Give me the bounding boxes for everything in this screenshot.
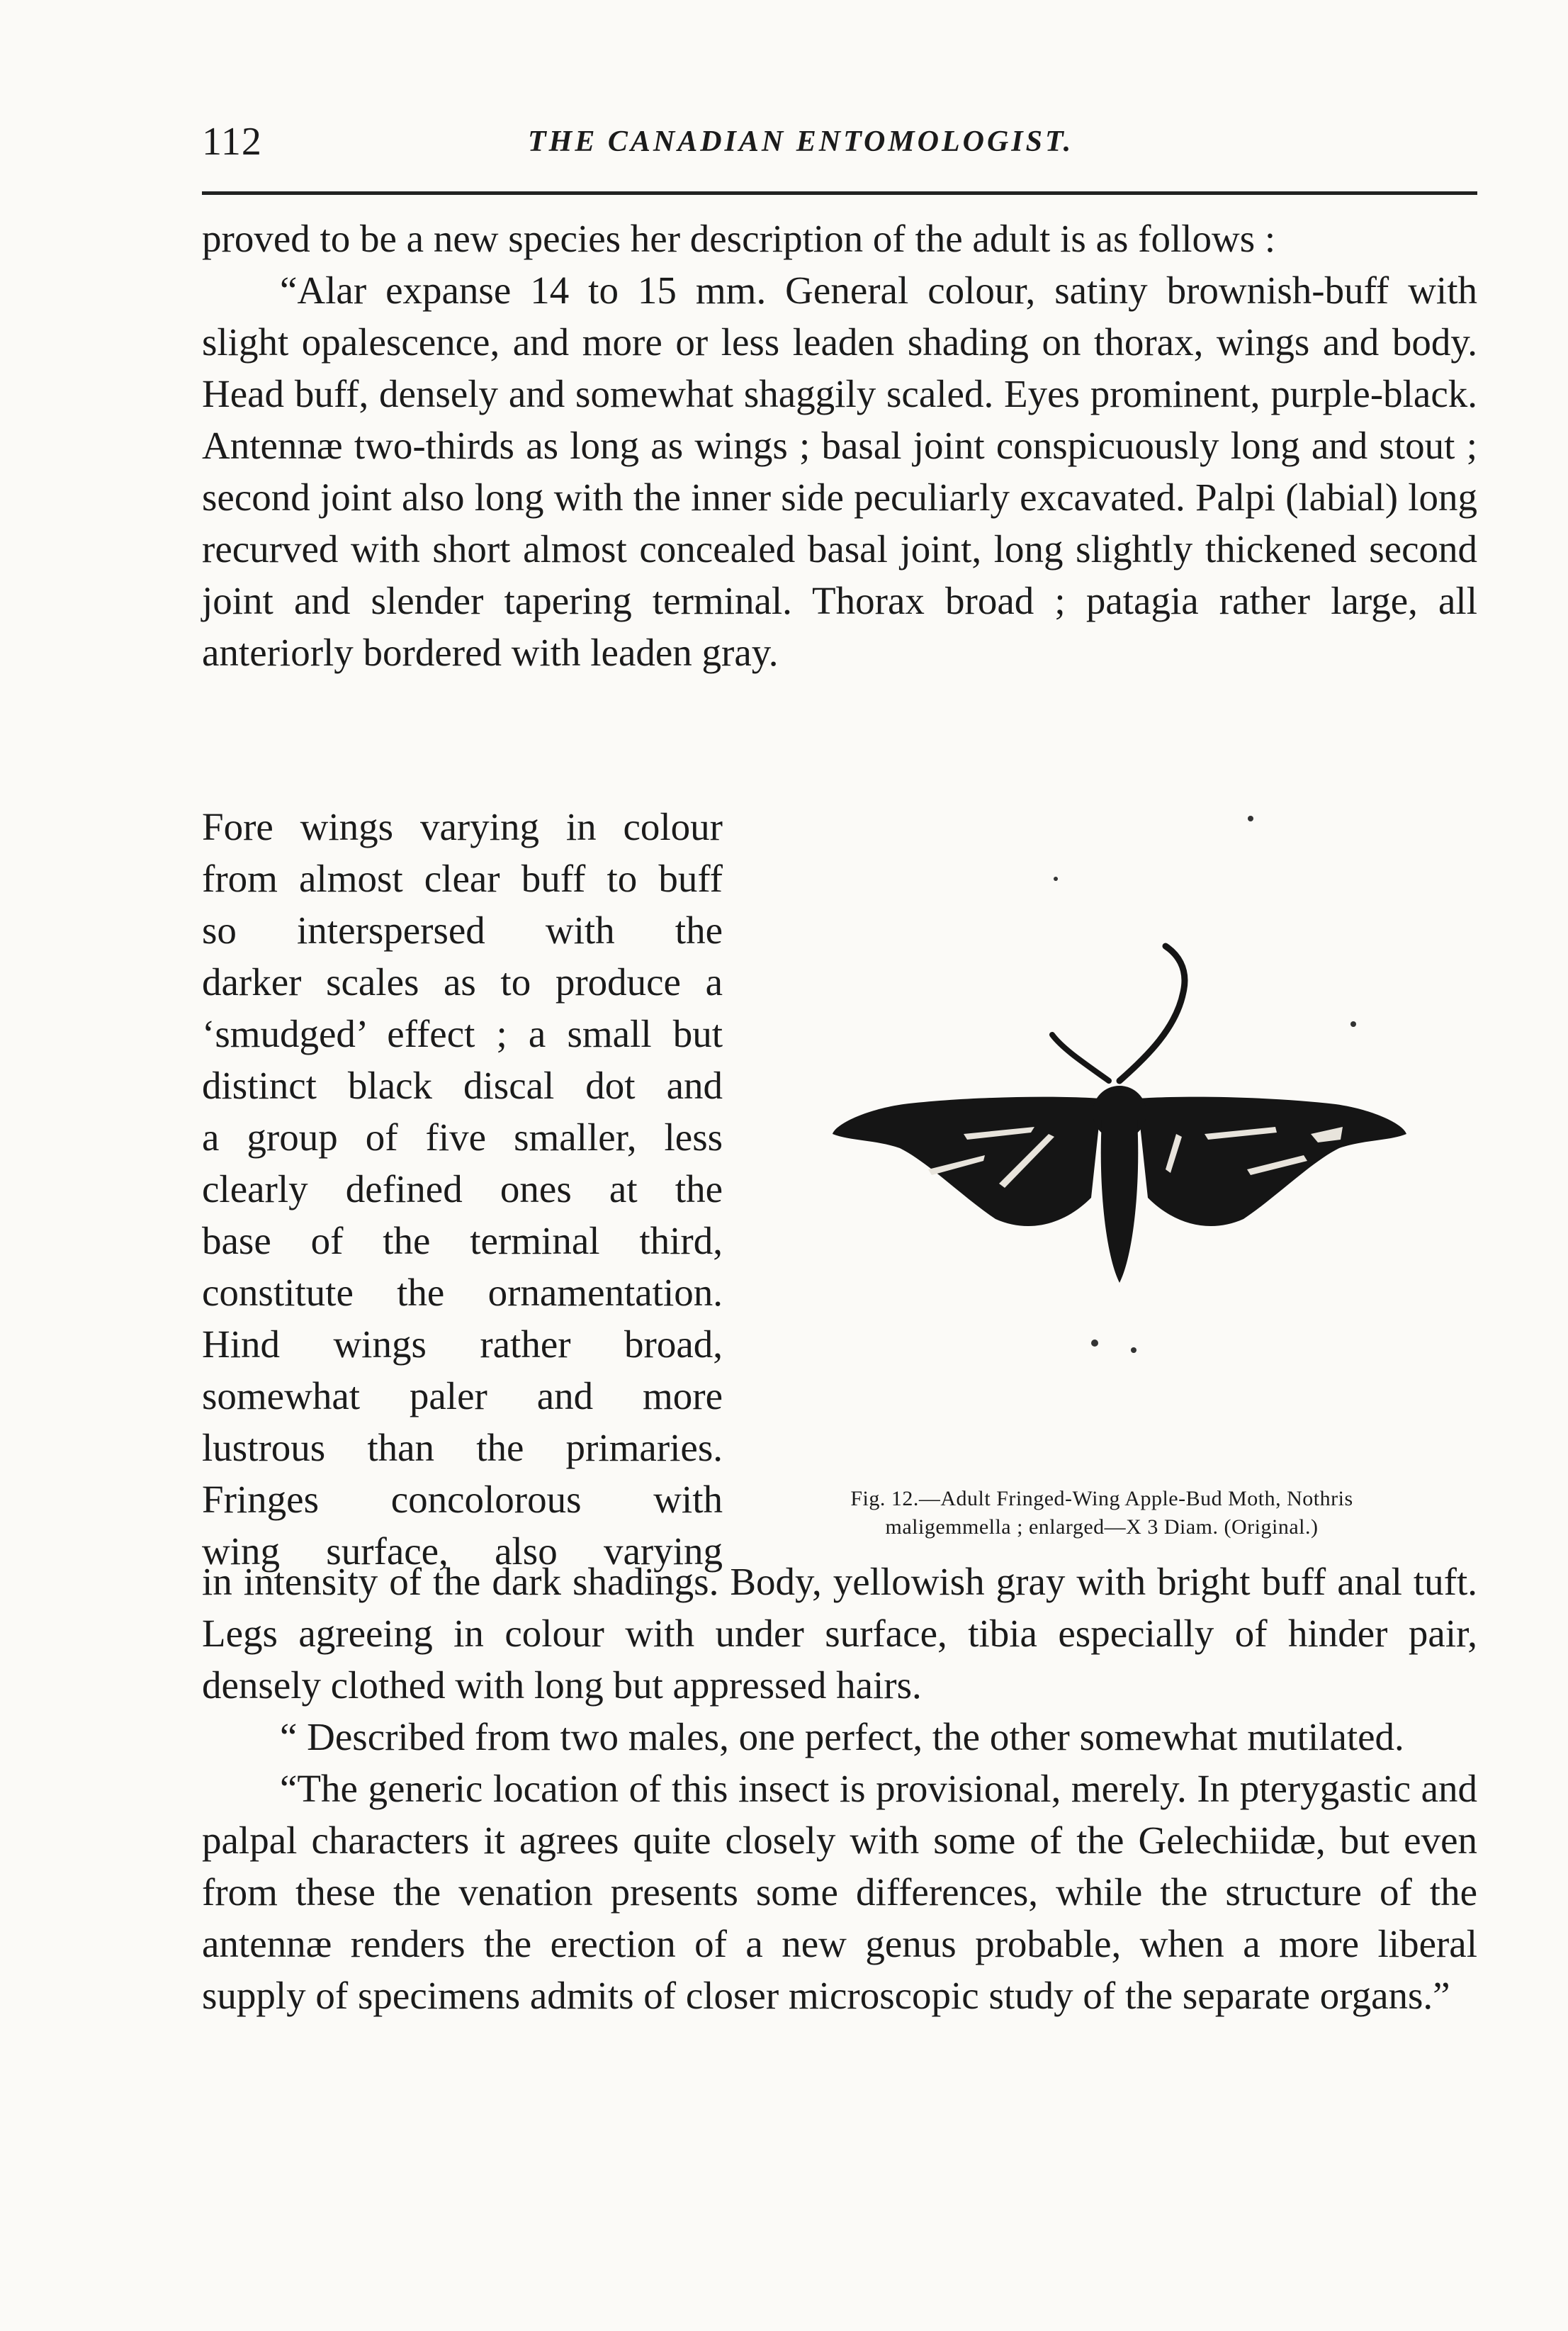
wrap-line: clearly defined ones at the bbox=[202, 1167, 723, 1211]
figure-caption bbox=[723, 1485, 1481, 1541]
moth-figure bbox=[751, 801, 1481, 1573]
moth-illustration bbox=[751, 801, 1481, 1573]
wrapped-text-column bbox=[202, 801, 723, 1577]
caption-line: Fig. 12.—Adult Fringed-Wing Apple-Bud Moth, Nothris bbox=[850, 1487, 1353, 1510]
page-number: 112 bbox=[202, 120, 262, 164]
generic-location-paragraph: “The generic location of this insect is provisional, merely. In pterygastic and palpal characters it agrees quite closely with some of the Gelechiidæ, but even from these the venation presents some differences, while the structure of the antennæ renders the erection of a new genus probable, when a more liberal supply of specimens admits of closer microscopic study of the separate organs.” bbox=[202, 1767, 1477, 2017]
description-paragraph: “Alar expanse 14 to 15 mm. General colour, satiny brownish-buff with slight opalescence, and more or less leaden shading on thorax, wings and body. Head buff, densely and somewhat shaggily scaled. Eyes prominent, purple-black. Antennæ two-thirds as long as wings ; basal joint conspicuously long and stout ; second joint also long with the inner side peculiarly excavated. Palpi (labial) long recurved with short almost concealed basal joint, long slightly thickened second joint and slender tapering terminal. Thorax broad ; patagia rather large, all anteriorly bordered with leaden gray. bbox=[202, 269, 1477, 674]
wrap-line: so interspersed with the bbox=[202, 909, 723, 952]
description-continued: in intensity of the dark shadings. Body, yellowish gray with bright buff anal tuft. Legs agreeing in colour with under surface, tibia especially of hinder pair, densely clothed with long but appressed hairs. bbox=[202, 1560, 1477, 1707]
wrap-line: Fringes concolorous with bbox=[202, 1478, 723, 1521]
wrap-line: wing surface, also varying bbox=[202, 1529, 723, 1573]
wrap-line: somewhat paler and more bbox=[202, 1374, 723, 1417]
wrap-line: lustrous than the primaries. bbox=[202, 1426, 723, 1469]
caption-line: maligemmella ; enlarged—X 3 Diam. (Original.) bbox=[885, 1515, 1319, 1539]
wrap-line: constitute the ornamentation. bbox=[202, 1271, 723, 1314]
wrap-line: Fore wings varying in colour bbox=[202, 805, 723, 848]
header-rule bbox=[202, 191, 1477, 195]
journal-title: THE CANADIAN ENTOMOLOGIST. bbox=[528, 125, 1074, 158]
body-text-bottom bbox=[202, 1556, 1477, 2021]
body-text-top bbox=[202, 213, 1477, 678]
wrap-line: darker scales as to produce a bbox=[202, 960, 723, 1004]
described-from-paragraph: “ Described from two males, one perfect, the other somewhat mutilated. bbox=[280, 1715, 1404, 1758]
wrap-line: ‘smudged’ effect ; a small but bbox=[202, 1012, 723, 1055]
wrap-line: a group of five smaller, less bbox=[202, 1116, 723, 1159]
wrap-line: Hind wings rather broad, bbox=[202, 1322, 723, 1366]
wrap-line: distinct black discal dot and bbox=[202, 1064, 723, 1107]
intro-paragraph: proved to be a new species her description of the adult is as follows : bbox=[202, 217, 1276, 260]
running-head bbox=[202, 119, 1477, 176]
wrap-line: base of the terminal third, bbox=[202, 1219, 723, 1262]
wrap-line: from almost clear buff to buff bbox=[202, 857, 723, 900]
